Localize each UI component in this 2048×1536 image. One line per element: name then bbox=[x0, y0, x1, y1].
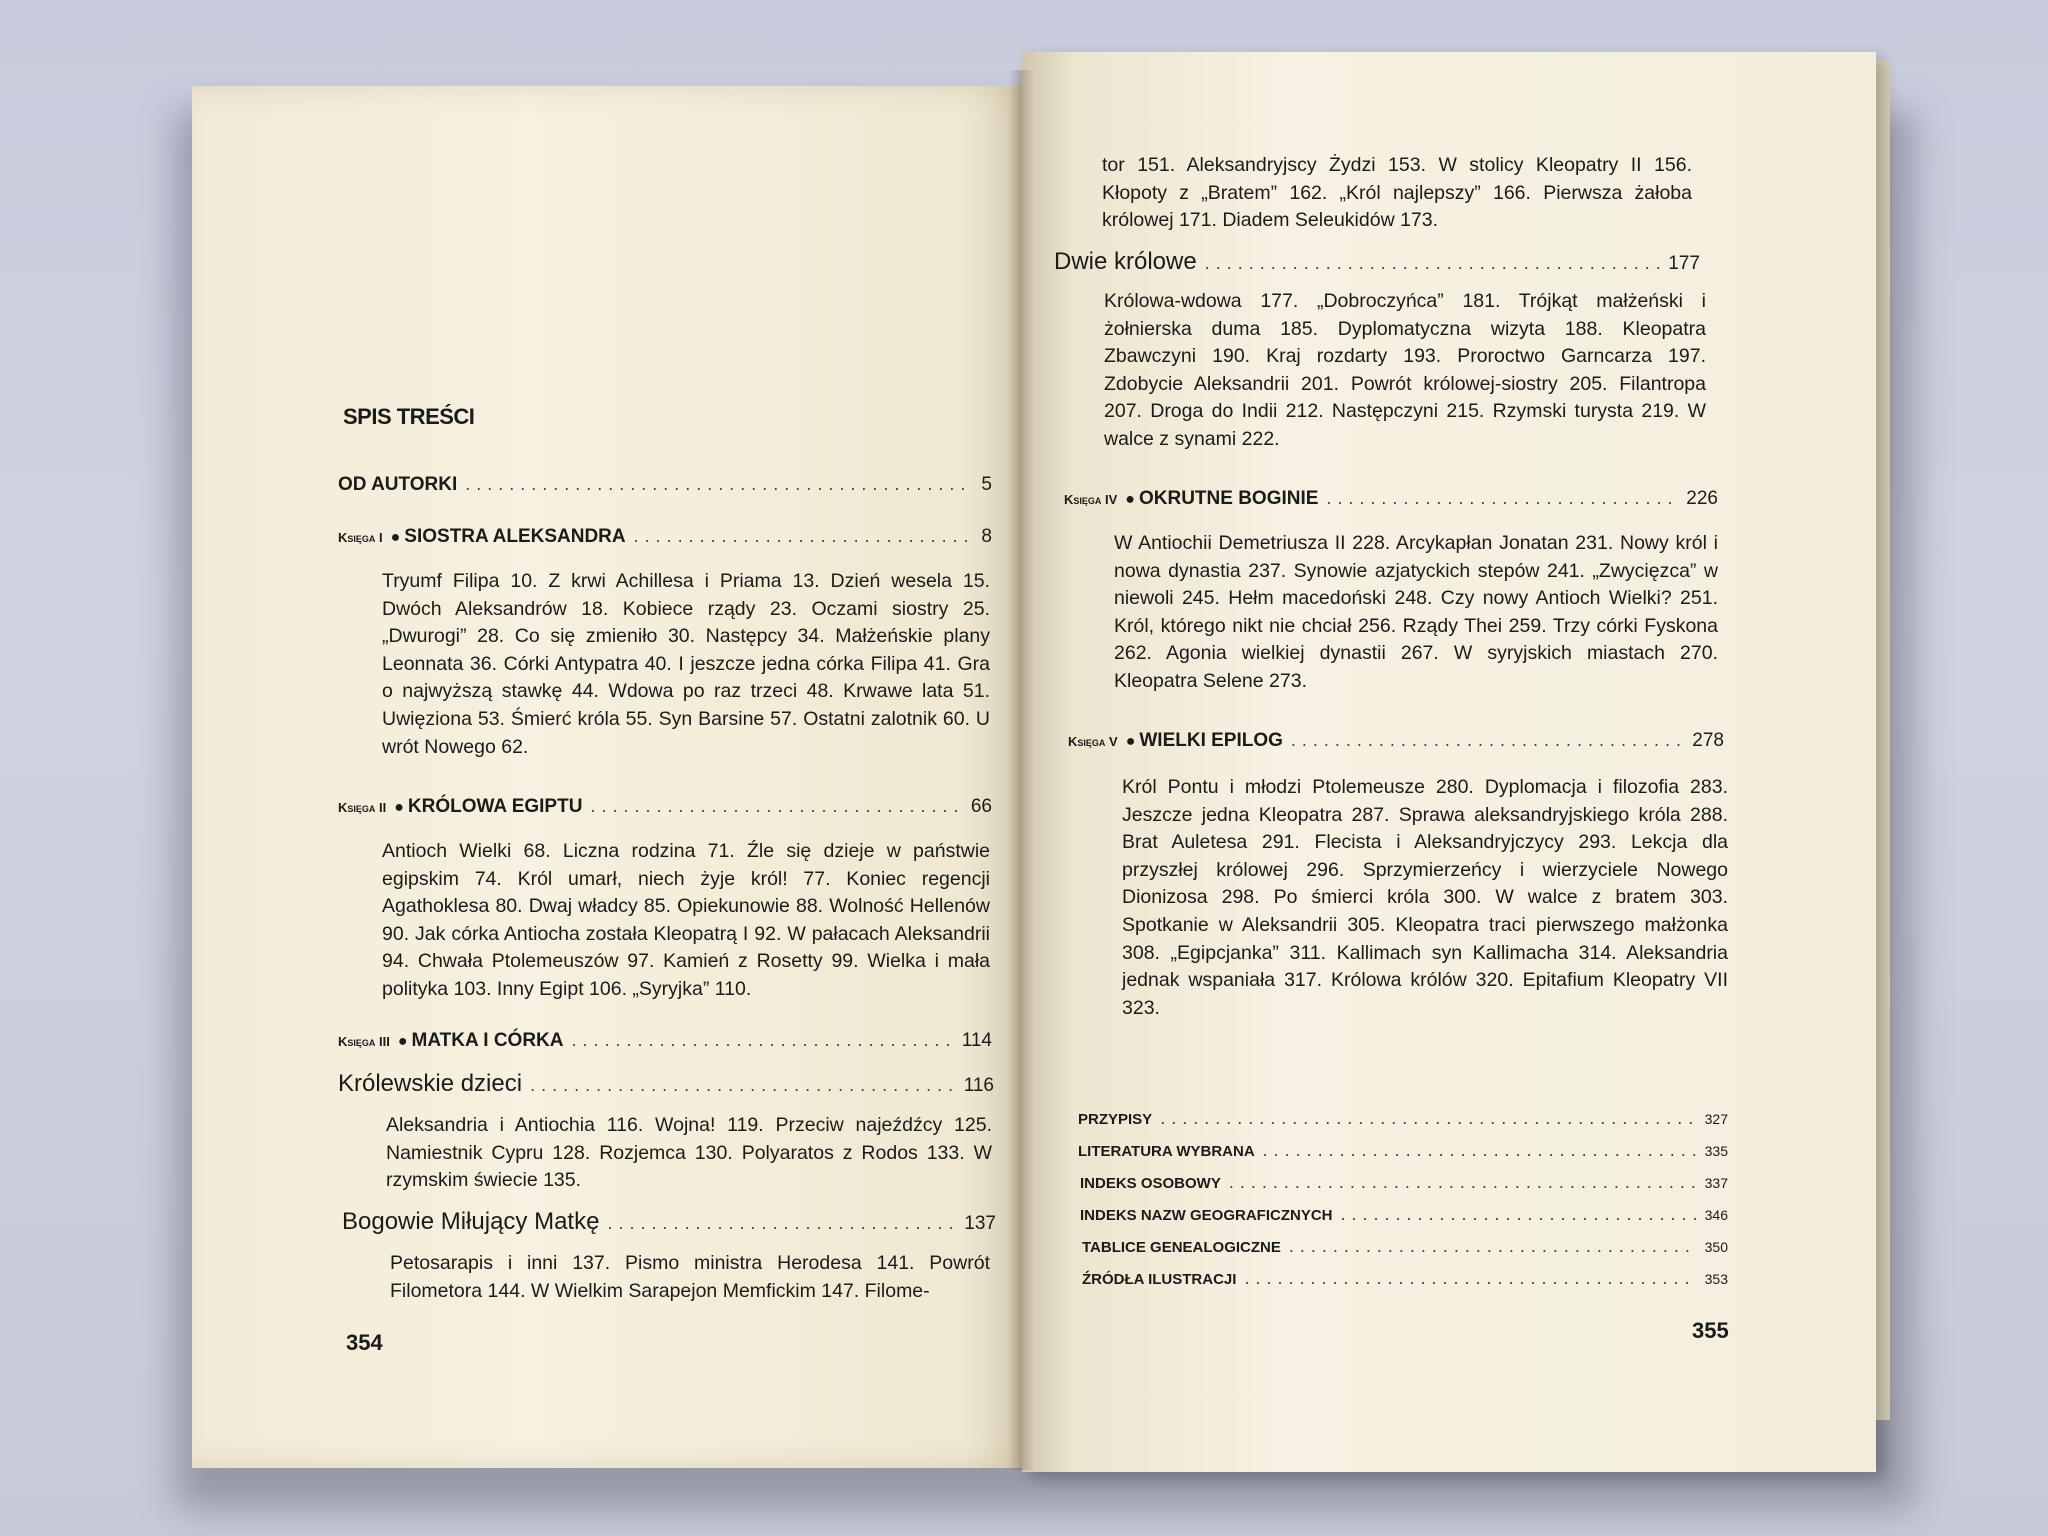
book-prefix: Księga I bbox=[338, 530, 383, 545]
bullet-icon: ● bbox=[397, 1033, 408, 1050]
appendix-page: 327 bbox=[1704, 1111, 1728, 1127]
toc-entry-book5 bbox=[1068, 730, 1724, 752]
book-prefix: Księga III bbox=[338, 1034, 390, 1049]
appendix-przypisy bbox=[1078, 1108, 1728, 1129]
toc-entry-book2 bbox=[338, 796, 992, 818]
chapter1-contents: Aleksandria i Antiochia 116. Wojna! 119. Przeciw najeźdźcy 125. Namiestnik Cypru 128. Rozjemca 130. Polyaratos z Rodos 133. W rzymskim świecie 135. bbox=[386, 1114, 992, 1192]
toc-entry-book1 bbox=[338, 526, 992, 548]
leader-dots bbox=[1289, 1236, 1697, 1257]
appendix-zrodla bbox=[1082, 1268, 1728, 1289]
book-title: KRÓLOWA EGIPTU bbox=[407, 796, 583, 817]
book-title: WIELKI EPILOG bbox=[1139, 730, 1283, 751]
leader-dots bbox=[1160, 1108, 1696, 1129]
book2-contents: Antioch Wielki 68. Liczna rodzina 71. Źle się dzieje w państwie egipskim 74. Król umarł, niech żyje król! 77. Koniec regencji Agathoklesa 80. Dwaj władcy 85. Opiekunowie 88. Wolność Hellenów 90. Jak córka Antiocha została Kleopatrą I 92. W pałacach Aleksandrii 94. Chwała Ptolemeuszów 97. Kamień z Rosetty 99. Wielka i mała polityka 103. Inny Egipt 106. „Syryjka” 110. bbox=[382, 840, 990, 1000]
entry-page: 226 bbox=[1686, 488, 1718, 509]
leader-dots bbox=[1205, 253, 1661, 274]
appendix-page: 346 bbox=[1704, 1207, 1728, 1223]
toc-entry-book4 bbox=[1064, 488, 1718, 510]
bullet-icon: ● bbox=[1125, 491, 1135, 508]
chapter-title: Królewskie dzieci bbox=[338, 1070, 523, 1097]
leader-dots bbox=[572, 1030, 954, 1051]
appendix-label: PRZYPISY bbox=[1078, 1111, 1153, 1128]
chapter-title: Dwie królowe bbox=[1054, 248, 1197, 275]
leader-dots bbox=[1244, 1268, 1696, 1289]
leader-dots bbox=[1291, 730, 1684, 751]
page-number-right: 355 bbox=[1692, 1318, 1729, 1343]
page-number-left: 354 bbox=[346, 1330, 383, 1355]
appendix-label: ŹRÓDŁA ILUSTRACJI bbox=[1082, 1271, 1237, 1288]
chapter2-contents: Petosarapis i inni 137. Pismo ministra Herodesa 141. Powrót Filometora 144. W Wielkim Sarapejon Memfickim 147. Filome- bbox=[390, 1252, 990, 1302]
bullet-icon: ● bbox=[1125, 733, 1136, 750]
book-title: MATKA I CÓRKA bbox=[411, 1030, 564, 1051]
toc-title: SPIS TREŚCI bbox=[343, 404, 475, 429]
appendix-label: INDEKS OSOBOWY bbox=[1080, 1175, 1221, 1192]
book1-contents: Tryumf Filipa 10. Z krwi Achillesa i Priama 13. Dzień wesela 15. Dwóch Aleksandrów 18. Kobiece rządy 23. Oczami siostry 25. „Dwurogi” 28. Co się zmieniło 30. Następcy 34. Małżeńskie plany Leonnata 36. Córki Antypatra 40. I jeszcze jedna córka Filipa 41. Gra o najwyższą stawkę 44. Wdowa po raz trzeci 48. Krwawe lata 51. Uwięziona 53. Śmierć króla 55. Syn Barsine 57. Ostatni zalotnik 60. U wrót Nowego 62. bbox=[382, 570, 990, 758]
leader-dots bbox=[465, 474, 973, 495]
entry-page: 5 bbox=[981, 474, 992, 495]
leader-dots bbox=[530, 1075, 956, 1096]
toc-entry-chapter2 bbox=[342, 1208, 996, 1236]
book-title: SIOSTRA ALEKSANDRA bbox=[404, 526, 626, 547]
book-prefix: Księga IV bbox=[1064, 492, 1118, 507]
toc-entry-chapter1 bbox=[338, 1070, 994, 1098]
appendix-tablice bbox=[1082, 1236, 1728, 1257]
entry-page: 66 bbox=[970, 796, 992, 817]
book-title: OKRUTNE BOGINIE bbox=[1138, 488, 1319, 509]
entry-page: 116 bbox=[963, 1075, 994, 1096]
bullet-icon: ● bbox=[394, 799, 404, 816]
book-spine bbox=[1008, 70, 1034, 1470]
chapter3-contents: Królowa-wdowa 177. „Dobroczyńca” 181. Trójkąt małżeński i żołnierska duma 185. Dyplomatyczna wizyta 188. Kleopatra Zbawczyni 190. Kraj rozdarty 193. Proroctwo Garncarza 197. Zdobycie Aleksandrii 201. Powrót królowej-siostry 205. Filantropa 207. Droga do Indii 212. Następczyni 215. Rzymski turysta 219. W walce z synami 222. bbox=[1104, 290, 1706, 450]
entry-page: 278 bbox=[1692, 730, 1724, 751]
leader-dots bbox=[1229, 1172, 1697, 1193]
leader-dots bbox=[607, 1213, 956, 1234]
toc-entry-book3 bbox=[338, 1030, 992, 1052]
book-prefix: Księga II bbox=[338, 800, 387, 815]
leader-dots bbox=[634, 526, 974, 547]
entry-page: 177 bbox=[1668, 253, 1700, 274]
leader-dots bbox=[1263, 1140, 1697, 1161]
leader-dots bbox=[590, 796, 962, 817]
entry-label: OD AUTORKI bbox=[338, 474, 458, 495]
appendix-page: 335 bbox=[1704, 1143, 1728, 1159]
entry-page: 137 bbox=[964, 1213, 996, 1234]
book-prefix: Księga V bbox=[1068, 734, 1118, 749]
entry-page: 8 bbox=[981, 526, 992, 547]
book4-contents: W Antiochii Demetriusza II 228. Arcykapłan Jonatan 231. Nowy król i nowa dynastia 237. Synowie azjatyckich stepów 241. „Zwycięzca” w niewoli 245. Hełm macedoński 248. Czy nowy Antioch Wielki? 251. Król, którego nikt nie chciał 256. Rządy Thei 259. Trzy córki Fyskona 262. Agonia wielkiej dynastii 267. W syryjskich miastach 270. Kleopatra Selene 273. bbox=[1114, 532, 1718, 692]
appendix-indeks-osobowy bbox=[1080, 1172, 1728, 1193]
appendix-literatura bbox=[1078, 1140, 1728, 1161]
leader-dots bbox=[1341, 1204, 1697, 1225]
leader-dots bbox=[1326, 488, 1678, 509]
toc-entry-chapter3 bbox=[1054, 248, 1700, 276]
appendix-label: TABLICE GENEALOGICZNE bbox=[1082, 1239, 1281, 1256]
chapter-title: Bogowie Miłujący Matkę bbox=[342, 1208, 600, 1235]
continuation-text: tor 151. Aleksandryjscy Żydzi 153. W stolicy Kleopatry II 156. Kłopoty z „Bratem” 162. „Król najlepszy” 166. Pierwsza żałoba królowej 171. Diadem Seleukidów 173. bbox=[1102, 154, 1692, 232]
appendix-page: 353 bbox=[1704, 1271, 1728, 1287]
appendix-page: 337 bbox=[1704, 1175, 1728, 1191]
appendix-label: INDEKS NAZW GEOGRAFICZNYCH bbox=[1080, 1207, 1333, 1224]
book5-contents: Król Pontu i młodzi Ptolemeusze 280. Dyplomacja i filozofia 283. Jeszcze jedna Kleopatra 287. Sprawa aleksandryjskiego króla 288. Brat Auletesa 291. Flecista i Aleksandryjczycy 293. Lekcja dla przyszłej królowej 296. Sprzymierzeńcy i wierzyciele Nowego Dionizosa 298. Po śmierci króla 300. W walce z bratem 303. Spotkanie w Aleksandrii 305. Kleopatra traci pierwszego małżonka 308. „Egipcjanka” 311. Kallimach syn Kallimacha 314. Aleksandria jednak wspaniała 317. Królowa królów 320. Epitafium Kleopatry VII 323. bbox=[1122, 776, 1728, 1019]
appendix-page: 350 bbox=[1704, 1239, 1728, 1255]
bullet-icon: ● bbox=[390, 529, 401, 546]
appendix-label: LITERATURA WYBRANA bbox=[1078, 1143, 1255, 1160]
entry-page: 114 bbox=[961, 1030, 992, 1051]
toc-entry-od-autorki bbox=[338, 474, 992, 496]
appendix-indeks-nazw bbox=[1080, 1204, 1728, 1225]
